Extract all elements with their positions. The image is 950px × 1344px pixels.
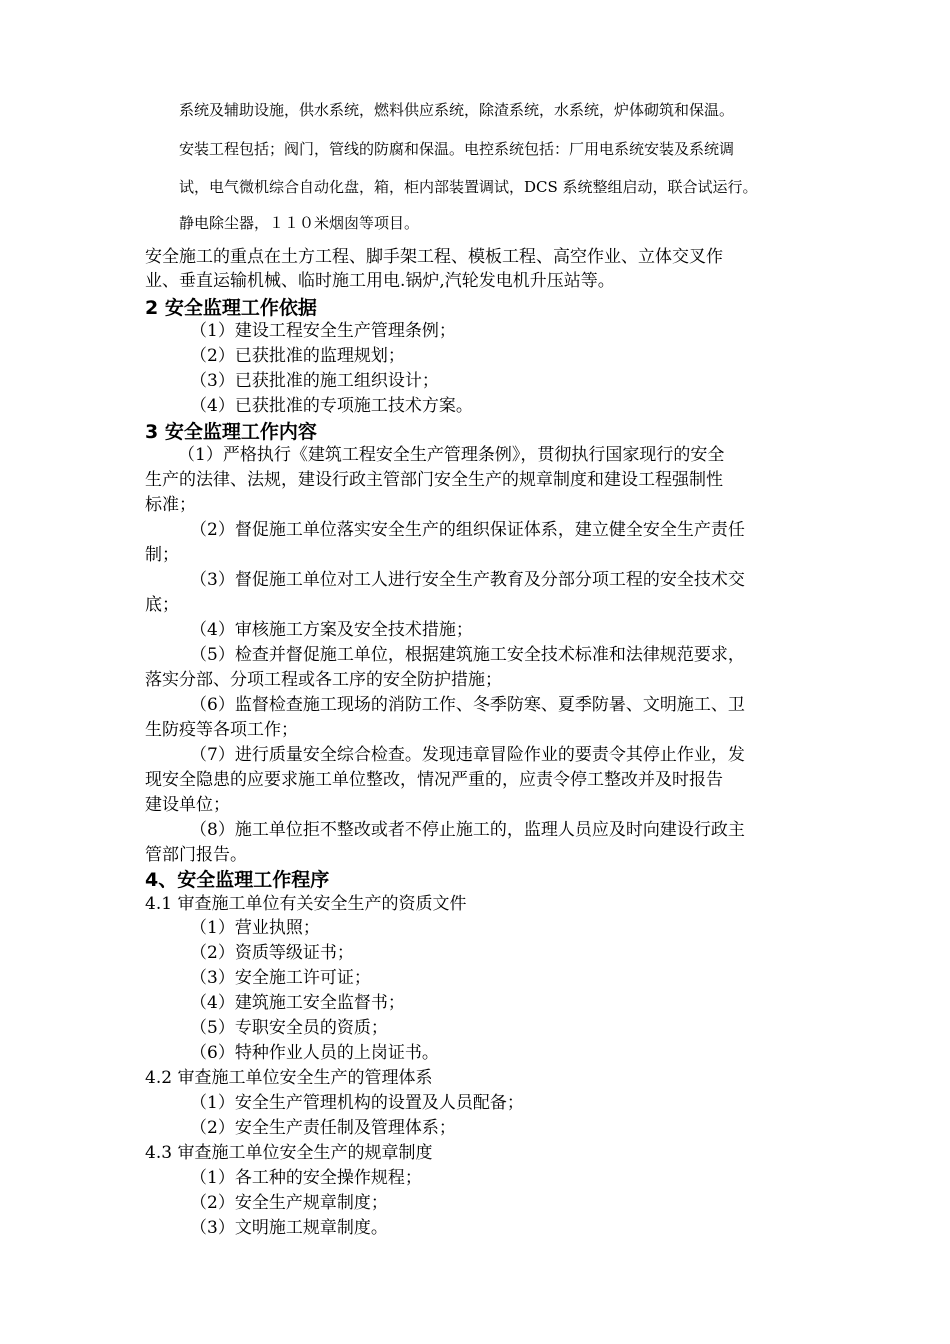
safety-focus-line: 业、垂直运输机械、临时施工用电.锅炉,汽轮发电机升压站等。: [145, 271, 615, 291]
paragraph-line: （4）审核施工方案及安全技术措施；: [190, 620, 473, 640]
subsection-4-2-title: 4.2 审查施工单位安全生产的管理体系: [145, 1068, 433, 1088]
paragraph-line: （1）严格执行《建筑工程安全生产管理条例》，贯彻执行国家现行的安全: [178, 445, 725, 465]
paragraph-line: 管部门报告。: [145, 845, 247, 865]
list-item: （1）各工种的安全操作规程；: [190, 1168, 422, 1188]
paragraph-line: （6）监督检查施工现场的消防工作、冬季防寒、夏季防暑、文明施工、卫: [190, 695, 745, 715]
intro-line: 试，电气微机综合自动化盘，箱，柜内部装置调试，DCS 系统整组启动，联合试运行。: [179, 178, 758, 196]
list-item: （1）建设工程安全生产管理条例；: [190, 321, 456, 341]
paragraph-line: 标准；: [145, 495, 196, 515]
safety-focus-line: 安全施工的重点在土方工程、脚手架工程、模板工程、高空作业、立体交叉作: [145, 247, 723, 267]
list-item: （1）营业执照；: [190, 918, 320, 938]
paragraph-line: （8）施工单位拒不整改或者不停止施工的，监理人员应及时向建设行政主: [190, 820, 745, 840]
paragraph-line: 落实分部、分项工程或各工序的安全防护措施；: [145, 670, 502, 690]
list-item: （6）特种作业人员的上岗证书。: [190, 1043, 439, 1063]
paragraph-line: （3）督促施工单位对工人进行安全生产教育及分部分项工程的安全技术交: [190, 570, 745, 590]
list-item: （2）安全生产责任制及管理体系；: [190, 1118, 456, 1138]
section-2-heading: 2 安全监理工作依据: [145, 297, 317, 319]
section-4-heading: 4、安全监理工作程序: [145, 869, 330, 891]
list-item: （2）资质等级证书；: [190, 943, 354, 963]
paragraph-line: （7）进行质量安全综合检查。发现违章冒险作业的要责令其停止作业，发: [190, 745, 745, 765]
subsection-4-3-title: 4.3 审查施工单位安全生产的规章制度: [145, 1143, 433, 1163]
list-item: （4）已获批准的专项施工技术方案。: [190, 396, 473, 416]
paragraph-line: 现安全隐患的应要求施工单位整改，情况严重的，应责令停工整改并及时报告: [145, 770, 723, 790]
paragraph-line: （2）督促施工单位落实安全生产的组织保证体系，建立健全安全生产责任: [190, 520, 745, 540]
paragraph-line: 生产的法律、法规，建设行政主管部门安全生产的规章制度和建设工程强制性: [145, 470, 723, 490]
intro-line: 安装工程包括；阀门，管线的防腐和保温。电控系统包括：厂用电系统安装及系统调: [179, 140, 735, 158]
section-3-heading: 3 安全监理工作内容: [145, 421, 317, 443]
list-item: （3）已获批准的施工组织设计；: [190, 371, 439, 391]
list-item: （3）文明施工规章制度。: [190, 1218, 388, 1238]
paragraph-line: 建设单位；: [145, 795, 230, 815]
paragraph-line: 制；: [145, 545, 179, 565]
intro-line: 系统及辅助设施，供水系统，燃料供应系统，除渣系统，水系统，炉体砌筑和保温。: [179, 101, 735, 119]
intro-line: 静电除尘器，１１０米烟囱等项目。: [179, 214, 420, 232]
list-item: （3）安全施工许可证；: [190, 968, 371, 988]
list-item: （1）安全生产管理机构的设置及人员配备；: [190, 1093, 524, 1113]
list-item: （2）已获批准的监理规划；: [190, 346, 405, 366]
list-item: （5）专职安全员的资质；: [190, 1018, 388, 1038]
list-item: （2）安全生产规章制度；: [190, 1193, 388, 1213]
list-item: （4）建筑施工安全监督书；: [190, 993, 405, 1013]
paragraph-line: 底；: [145, 595, 179, 615]
subsection-4-1-title: 4.1 审查施工单位有关安全生产的资质文件: [145, 894, 467, 914]
paragraph-line: （5）检查并督促施工单位，根据建筑施工安全技术标准和法律规范要求，: [190, 645, 745, 665]
paragraph-line: 生防疫等各项工作；: [145, 720, 298, 740]
